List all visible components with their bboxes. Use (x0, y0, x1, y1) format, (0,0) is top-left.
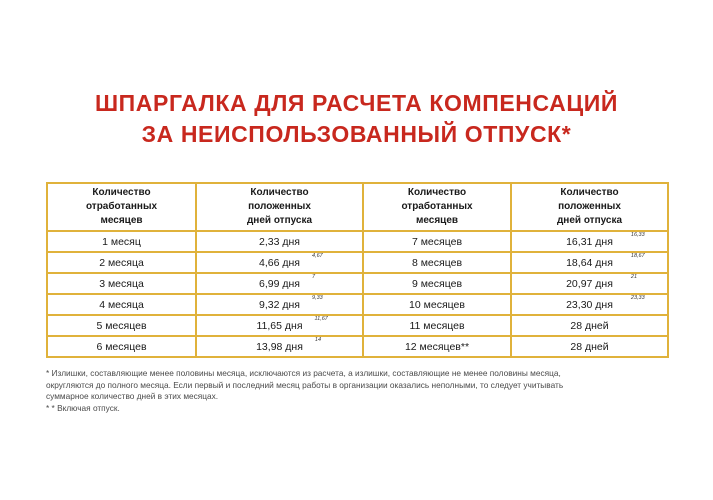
days-cell (511, 336, 668, 357)
header-vacation-days-left (196, 183, 363, 231)
header-months-worked-left (47, 183, 196, 231)
days-note: 11,67 (314, 315, 328, 322)
footnotes (46, 368, 671, 414)
months-cell: 9 месяцев (363, 273, 511, 294)
table-row (47, 231, 668, 252)
vacation-compensation-table (46, 182, 669, 358)
days-cell (196, 336, 363, 357)
header-line: Количество (250, 187, 309, 198)
days-cell (511, 252, 668, 273)
header-line: положенных (248, 201, 311, 212)
header-line: Количество (560, 187, 619, 198)
days-value: 9,32 дня (259, 298, 300, 311)
months-cell: 8 месяцев (363, 252, 511, 273)
days-note: 21 (630, 273, 638, 280)
footnote-line: * Излишки, составляющие менее половины месяца, исключаются из расчета, а излишки, составляющие не менее половины месяца, (46, 368, 561, 378)
header-vacation-days-right (511, 183, 668, 231)
title-line-1: ШПАРГАЛКА ДЛЯ РАСЧЕТА КОМПЕНСАЦИЙ (94, 90, 619, 116)
months-cell: 7 месяцев (363, 231, 511, 252)
months-cell: 11 месяцев (363, 315, 511, 336)
table-row (47, 336, 668, 357)
days-value: 16,31 дня (566, 235, 613, 248)
days-note: 16,33 (630, 231, 645, 238)
days-cell (511, 294, 668, 315)
table-row (47, 252, 668, 273)
months-cell: 2 месяца (47, 252, 196, 273)
header-line: месяцев (100, 215, 143, 226)
days-note: 23,33 (630, 294, 645, 301)
days-note: 4,67 (311, 252, 323, 259)
days-cell (511, 273, 668, 294)
header-line: положенных (558, 201, 621, 212)
days-note: 7 (311, 273, 316, 280)
months-cell: 4 месяца (47, 294, 196, 315)
days-value: 20,97 дня (566, 277, 613, 290)
months-cell: 5 месяцев (47, 315, 196, 336)
header-line: дней отпуска (246, 215, 313, 226)
months-cell: 10 месяцев (363, 294, 511, 315)
table-row (47, 273, 668, 294)
days-cell (511, 315, 668, 336)
days-cell (196, 273, 363, 294)
days-value: 28 дней (570, 319, 609, 332)
header-line: отработанных (401, 201, 473, 212)
title-line-2: ЗА НЕИСПОЛЬЗОВАННЫЙ ОТПУСК* (141, 121, 572, 147)
header-line: отработанных (85, 201, 158, 212)
days-note: 9,33 (311, 294, 323, 301)
days-value: 2,33 дня (259, 235, 300, 248)
months-cell: 1 месяц (47, 231, 196, 252)
days-value: 13,98 дня (256, 340, 303, 353)
footnote-line: * * Включая отпуск. (46, 402, 120, 413)
months-cell: 12 месяцев** (363, 336, 511, 357)
header-months-worked-right (363, 183, 511, 231)
header-line: месяцев (415, 215, 459, 226)
days-note: 14 (314, 336, 322, 343)
days-cell (196, 231, 363, 252)
days-cell (196, 294, 363, 315)
table-header-row (47, 183, 668, 231)
header-line: дней отпуска (556, 215, 623, 226)
footnote-line: округляются до полного месяца. Если первый и последний месяц работы в организации оказались неполными, то следует учитывать (46, 379, 564, 390)
footnote-line: суммарное количество дней в этих месяцах. (46, 391, 219, 401)
days-value: 11,65 дня (256, 319, 303, 332)
days-cell (196, 252, 363, 273)
header-line: Количество (92, 187, 151, 198)
months-cell: 3 месяца (47, 273, 196, 294)
page-title (0, 88, 713, 150)
days-value: 18,64 дня (566, 256, 613, 269)
table-row (47, 294, 668, 315)
days-cell (196, 315, 363, 336)
days-value: 4,66 дня (259, 256, 300, 269)
days-note: 18,67 (630, 252, 645, 259)
table-row (47, 315, 668, 336)
days-cell (511, 231, 668, 252)
days-value: 23,30 дня (566, 298, 613, 311)
header-line: Количество (407, 187, 467, 198)
days-value: 28 дней (570, 340, 609, 353)
days-value: 6,99 дня (259, 277, 300, 290)
months-cell: 6 месяцев (47, 336, 196, 357)
